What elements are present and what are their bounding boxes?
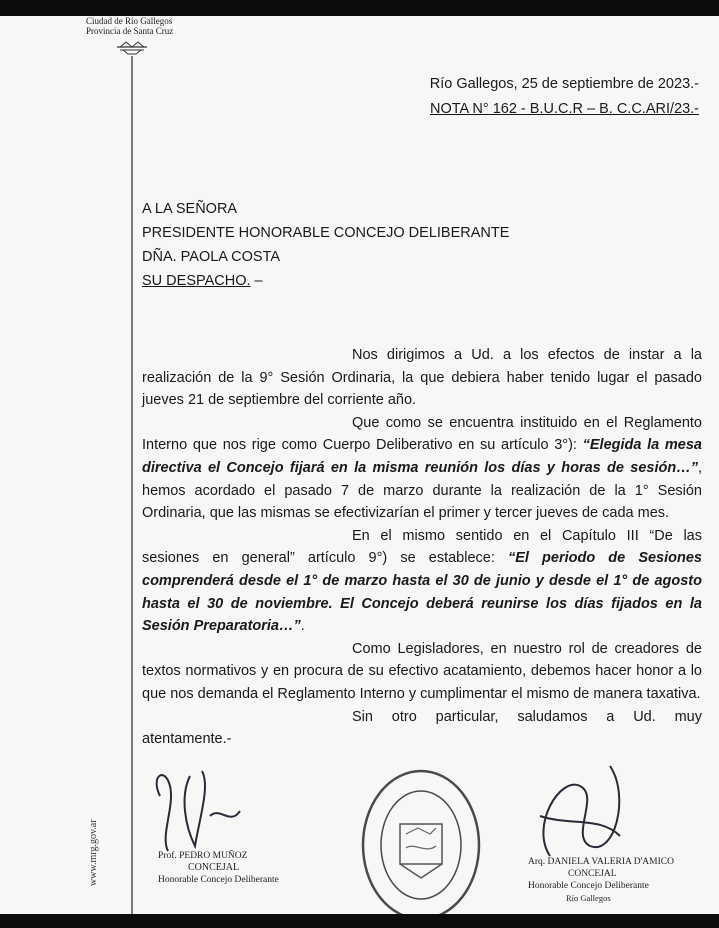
paragraph-2-intro: Que como se encuentra instituido en el Reglamento Interno que nos rige como Cuerpo Deliberativo en su artículo 3°): <box>142 414 702 454</box>
signature-right-name: Arq. DANIELA VALERIA D'AMICO <box>528 857 674 867</box>
addressee-title: PRESIDENTE HONORABLE CONCEJO DELIBERANTE <box>142 225 510 241</box>
addressee-office-tail: – <box>250 273 263 289</box>
photo-frame-bottom <box>0 914 719 928</box>
addressee-salutation: A LA SEÑORA <box>142 201 238 217</box>
letter-date: Río Gallegos, 25 de septiembre de 2023.- <box>429 76 699 92</box>
paragraph-5: Sin otro particular, saludamos a Ud. muy <box>352 708 702 725</box>
signature-left <box>158 850 279 886</box>
addressee-office <box>142 269 509 293</box>
paragraph-3 <box>142 525 702 638</box>
signature-right-city: Río Gallegos <box>566 893 611 903</box>
signature-right-body: Honorable Concejo Deliberante <box>528 881 649 891</box>
letterhead <box>86 16 173 36</box>
signature-right <box>528 856 674 904</box>
letter-body <box>142 344 702 751</box>
side-url: www.mrg.gov.ar <box>88 819 99 886</box>
note-number: NOTA N° 162 - B.U.C.R – B. C.C.ARI/23.- <box>429 101 699 117</box>
paragraph-1: Nos dirigimos a Ud. a los efectos de instar a la realización de la 9° Sesión Ordinaria, la que debiera haber tenido lugar el pasado jueves 21 de septiembre del corriente año. <box>142 347 702 409</box>
document-page <box>0 16 719 914</box>
signature-left-role: CONCEJAL <box>188 862 240 873</box>
paragraph-2 <box>142 412 702 525</box>
addressee-block <box>142 197 509 293</box>
addressee-office-underlined: SU DESPACHO. <box>142 273 251 289</box>
paragraph-2-rest: , hemos acordado el pasado 7 de marzo durante la realización de la 1° Sesión Ordinaria, que las mismas se efectivizarían el primer y tercer jueves de cada mes. <box>142 459 702 522</box>
letterhead-province: Provincia de Santa Cruz <box>86 26 174 36</box>
paragraph-3-intro: En el mismo sentido en el Capítulo III “De las sesiones en general” artículo 9°) se establece: <box>142 527 702 567</box>
paragraph-3-rest: . <box>300 618 305 635</box>
letterhead-city: Ciudad de Río Gallegos <box>86 16 173 26</box>
paragraph-4: Como Legisladores, en nuestro rol de creadores de textos normativos y en procura de su efectivo acatamiento, debemos hacer honor a lo que nos demanda el Reglamento Interno y cumplimentar el mismo de manera taxativa. <box>142 640 702 702</box>
official-seal-icon <box>358 766 484 914</box>
photo-frame-top <box>0 0 719 16</box>
addressee-name: DÑA. PAOLA COSTA <box>142 249 281 265</box>
closing-word: atentamente.- <box>142 731 232 748</box>
signature-right-role: CONCEJAL <box>568 869 617 879</box>
signature-left-name: Prof. PEDRO MUÑOZ <box>158 851 248 861</box>
paragraph-2-quote: “Elegida la mesa directiva el Concejo fijará en la misma reunión los días y horas de sesión…” <box>142 437 702 476</box>
margin-rule <box>131 56 133 914</box>
paragraph-3-quote: “El periodo de Sesiones comprenderá desde el 1° de marzo hasta el 30 de junio y desde el 1° de agosto hasta el 30 de noviembre. El Concejo deberá reunirse los días fijados en la Sesión Preparatoria…” <box>142 550 702 635</box>
signature-left-body: Honorable Concejo Deliberante <box>158 875 279 885</box>
